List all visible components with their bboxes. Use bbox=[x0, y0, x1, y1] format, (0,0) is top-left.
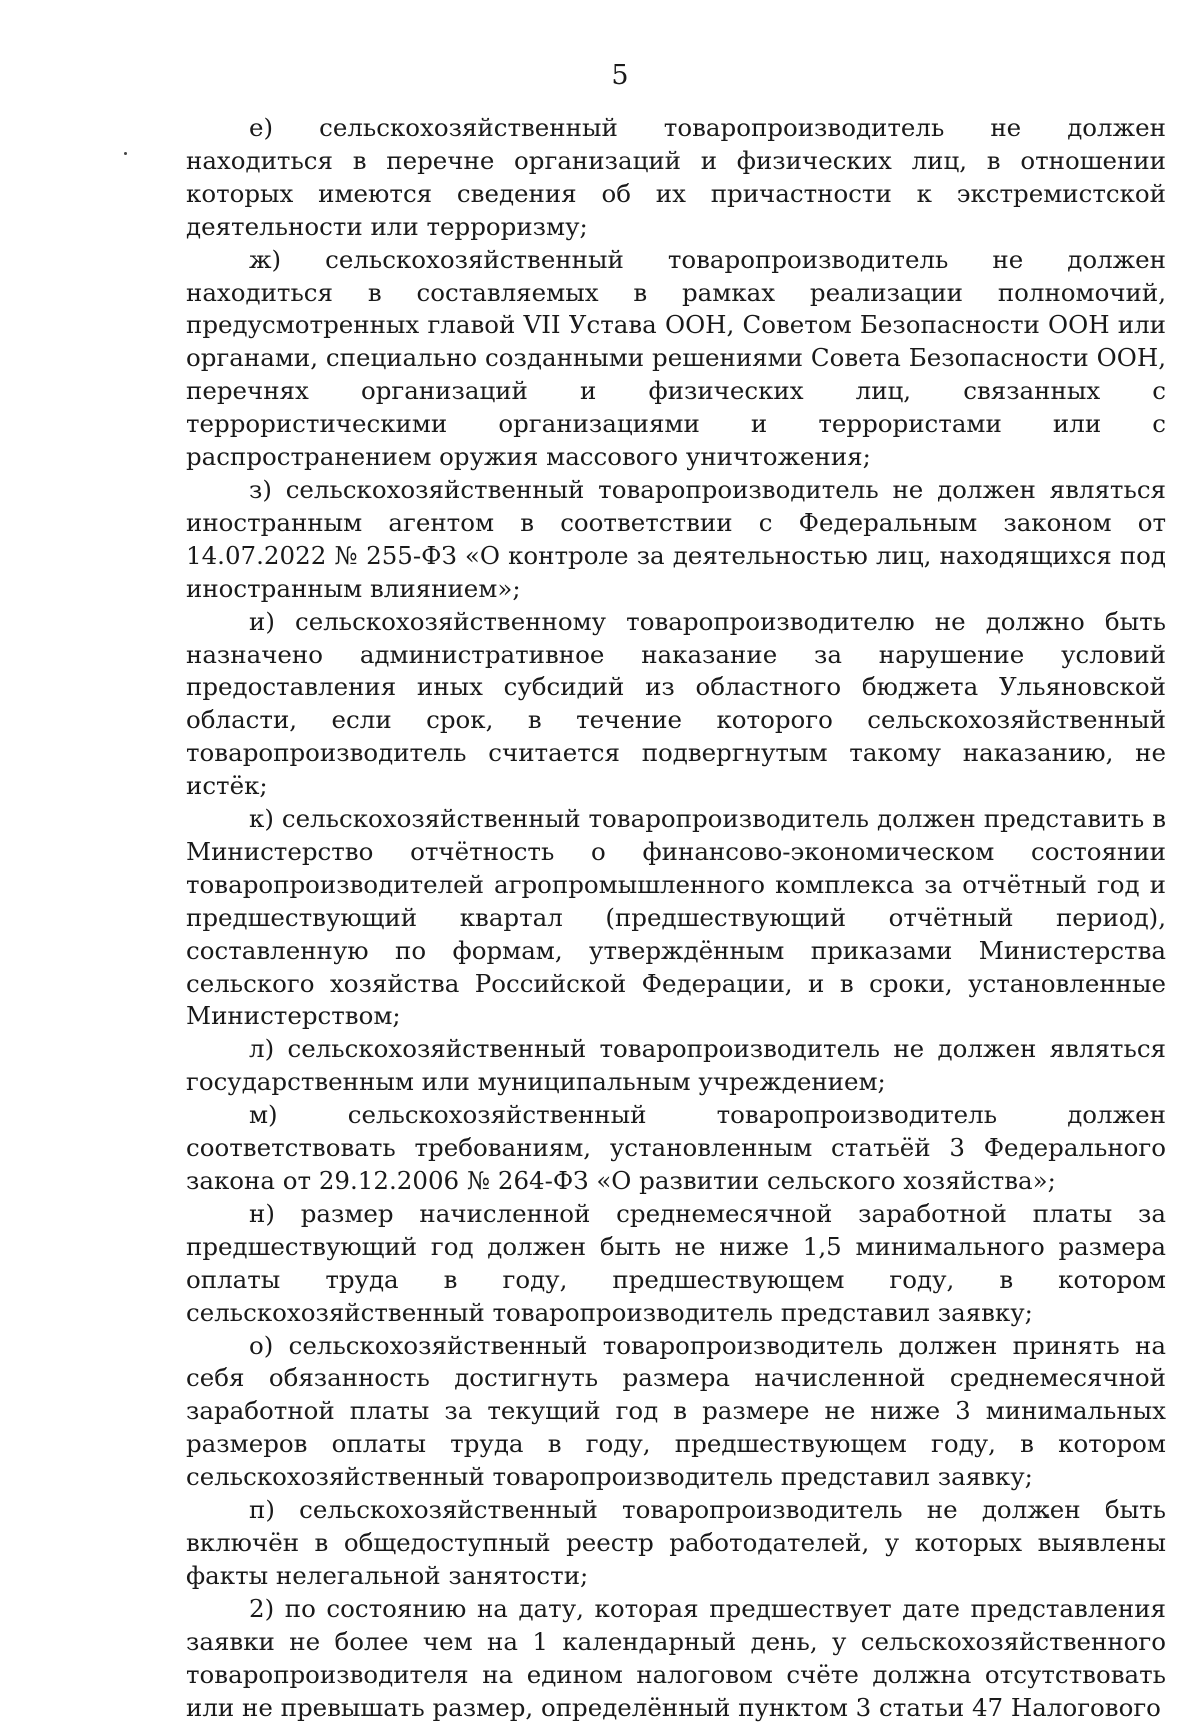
page-number: 5 bbox=[611, 60, 629, 91]
paragraph-z: з) сельскохозяйственный товаропроизводитель не должен являться иностранным агентом в соответствии с Федеральным законом от 14.07.2022 № 255-ФЗ «О контроле за деятельностью лиц, находящихся под иностранным влиянием»; bbox=[186, 474, 1166, 603]
paragraph-o: о) сельскохозяйственный товаропроизводитель должен принять на себя обязанность достигнуть размера начисленной среднемесячной заработной платы за текущий год в размере не ниже 3 минимальных размеров оплаты труда в году, предшествующем году, в котором сельскохозяйственный товаропроизводитель представил заявку; bbox=[186, 1330, 1166, 1492]
scan-speck-left bbox=[124, 152, 127, 155]
document-body bbox=[186, 112, 1166, 1724]
paragraph-zh: ж) сельскохозяйственный товаропроизводитель не должен находиться в составляемых в рамках реализации полномочий, предусмотренных главой VII Устава ООН, Советом Безопасности ООН или органами, специально созданными решениями Совета Безопасности ООН, перечнях организаций и физических лиц, связанных с террористическими организациями и террористами или с распространением оружия массового уничтожения; bbox=[186, 244, 1166, 472]
paragraph-e: е) сельскохозяйственный товаропроизводитель не должен находиться в перечне организаций и физических лиц, в отношении которых имеются сведения об их причастности к экстремистской деятельности или терроризму; bbox=[186, 113, 1166, 241]
paragraph-i: и) сельскохозяйственному товаропроизводителю не должно быть назначено административное наказание за нарушение условий предоставления иных субсидий из областного бюджета Ульяновской области, если срок, в течение которого сельскохозяйственный товаропроизводитель считается подвергнутым такому наказанию, не истёк; bbox=[186, 606, 1166, 801]
paragraph-l: л) сельскохозяйственный товаропроизводитель не должен являться государственным или муниципальным учреждением; bbox=[186, 1034, 1166, 1097]
paragraph-m: м) сельскохозяйственный товаропроизводитель должен соответствовать требованиям, установленным статьёй 3 Федерального закона от 29.12.2006 № 264-ФЗ «О развитии сельского хозяйства»; bbox=[186, 1100, 1166, 1195]
paragraph-n: н) размер начисленной среднемесячной заработной платы за предшествующий год должен быть не ниже 1,5 минимального размера оплаты труда в году, предшествующем году, в котором сельскохозяйственный товаропроизводитель представил заявку; bbox=[186, 1198, 1166, 1327]
paragraph-p: п) сельскохозяйственный товаропроизводитель не должен быть включён в общедоступный реестр работодателей, у которых выявлены факты нелегальной занятости; bbox=[186, 1495, 1166, 1590]
paragraph-k: к) сельскохозяйственный товаропроизводитель должен представить в Министерство отчётность о финансово-экономическом состоянии товаропроизводителей агропромышленного комплекса за отчётный год и предшествующий квартал (предшествующий отчётный период), составленную по формам, утверждённым приказами Министерства сельского хозяйства Российской Федерации, и в сроки, установленные Министерством; bbox=[186, 804, 1166, 1031]
paragraph-2: 2) по состоянию на дату, которая предшествует дате представления заявки не более чем на 1 календарный день, у сельскохозяйственного товаропроизводителя на едином налоговом счёте должна отсутствовать или не превышать размер, определённый пунктом 3 статьи 47 Налогового bbox=[186, 1593, 1166, 1722]
